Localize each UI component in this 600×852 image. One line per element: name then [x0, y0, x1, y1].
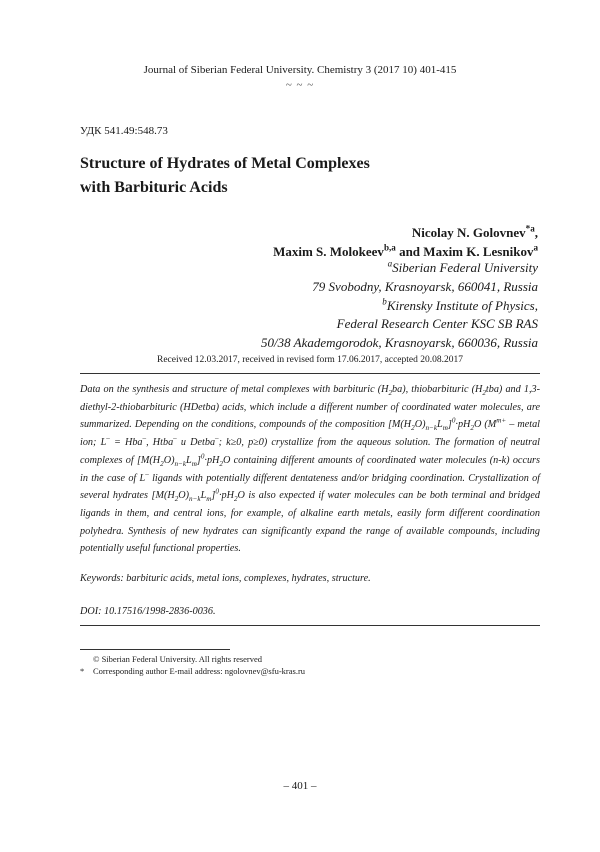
abstract-text: ] — [211, 490, 216, 502]
affiliation-b-address: 50/38 Akademgorodok, Krasnoyarsk, 660036, Russia — [261, 335, 538, 351]
abstract — [80, 381, 540, 558]
abstract-text: L — [437, 419, 443, 431]
author-name: Maxim S. Molokeev — [273, 244, 384, 259]
received-dates: Received 12.03.2017, received in revised form 17.06.2017, accepted 20.08.2017 — [156, 355, 464, 365]
author-name: Maxim K. Lesnikov — [423, 244, 534, 259]
superscript: m+ — [496, 417, 507, 426]
superscript: 0 — [200, 452, 205, 461]
title-line-2: with Barbituric Acids — [80, 179, 228, 196]
corresponding-author-text: Corresponding author E-mail address: ngolovnev@sfu-kras.ru — [93, 666, 306, 676]
keywords: Keywords: barbituric acids, metal ions, complexes, hydrates, structure. — [80, 573, 371, 584]
subscript: 2 — [233, 495, 238, 504]
subscript: 2 — [174, 495, 179, 504]
abstract-text: ] — [447, 419, 452, 431]
abstract-text: O) — [178, 490, 190, 502]
superscript: – — [215, 434, 219, 443]
subscript: 2 — [160, 459, 164, 468]
abstract-text: tba) and 1,3-diethyl-2-thiobarbituric (HDetba) acids, which include a different number of coordinated water molecules, are summarized. Depending on the conditions, compounds of the composition [M(H — [80, 384, 540, 431]
abstract-bottom-rule — [80, 625, 540, 626]
abstract-text: O) — [163, 454, 175, 466]
author-line-1 — [273, 223, 538, 242]
abstract-text: ] — [196, 454, 201, 466]
abstract-text: – metal ion; L — [80, 419, 540, 449]
author-list — [273, 223, 538, 261]
footnote-mark: * — [80, 666, 85, 676]
page-number: – 401 – — [283, 780, 317, 792]
subscript: 2 — [219, 459, 223, 468]
abstract-text: ·pH — [204, 454, 220, 466]
affiliation-b-name — [261, 297, 538, 316]
superscript: – — [173, 434, 177, 443]
abstract-text: O) — [414, 419, 426, 431]
abstract-text: = Hba — [109, 437, 143, 449]
subscript: 2 — [482, 389, 486, 398]
affiliation-text: Siberian Federal University — [392, 260, 538, 275]
abstract-text: Data on the synthesis and structure of metal complexes with barbituric (H — [80, 384, 389, 395]
abstract-text: L — [200, 490, 207, 502]
subscript: 2 — [470, 424, 474, 433]
abstract-text: ligands with potentially different dentateness and/or bridging coordination. Crystallization of several hydrates [M(H — [80, 472, 540, 502]
superscript: – — [106, 434, 110, 443]
subscript: n−k — [174, 459, 187, 468]
title-line-1: Structure of Hydrates of Metal Complexes — [80, 155, 370, 172]
abstract-text: O is also expected if water molecules can be both terminal and bridged ligands in them, and central ions, for example, of alkaline earth metals, easily form different coordination polyhedra. Synthesis of new hydrates can significantly expand the range of available compounds, including potentially useful functional properties. — [80, 490, 540, 555]
abstract-text: ·pH — [218, 490, 234, 502]
author-affiliation-mark: b,a — [383, 242, 396, 253]
abstract-text: , Htba — [146, 437, 174, 449]
corresponding-author-footnote — [80, 666, 305, 676]
subscript: n−k — [425, 424, 438, 433]
footnote-rule — [80, 649, 230, 650]
udk-code: УДК 541.49:548.73 — [80, 125, 168, 137]
abstract-text: и Detba — [176, 437, 216, 449]
abstract-text: O containing different amounts of coordinated water molecules (n-k) occurs in the case of L — [80, 454, 540, 484]
subscript: m — [442, 424, 448, 433]
subscript: m — [206, 495, 212, 504]
journal-header: Journal of Siberian Federal University. Chemistry 3 (2017 10) 401-415 — [143, 64, 457, 76]
affiliation-b-center: Federal Research Center KSC SB RAS — [336, 316, 538, 332]
header-ornament: ~ ~ ~ — [285, 79, 315, 91]
subscript: n−k — [189, 495, 201, 504]
doi: DOI: 10.17516/1998-2836-0036. — [80, 606, 216, 617]
author-separator: , — [534, 225, 538, 240]
superscript: 0 — [215, 487, 219, 496]
author-conjunction: and — [395, 244, 424, 259]
author-affiliation-mark: *a — [525, 223, 535, 234]
author-name: Nicolay N. Golovnev — [411, 225, 526, 240]
author-affiliation-mark: a — [533, 242, 538, 253]
subscript: m — [191, 459, 197, 468]
copyright-footnote: © Siberian Federal University. All rights reserved — [93, 654, 263, 664]
abstract-text: ba), thiobarbituric (H — [392, 384, 483, 395]
superscript: 0 — [451, 417, 456, 426]
abstract-text: O (M — [473, 419, 497, 431]
superscript: – — [145, 470, 149, 479]
affiliation-a-address: 79 Svobodny, Krasnoyarsk, 660041, Russia — [312, 278, 538, 294]
affiliation-a-name — [261, 259, 538, 278]
affiliations — [261, 259, 538, 353]
affiliation-mark: a — [387, 258, 393, 269]
paper-title — [80, 152, 520, 200]
superscript: – — [142, 434, 147, 443]
affiliation-mark: b — [382, 296, 387, 307]
abstract-text: ·pH — [455, 419, 471, 431]
abstract-top-rule — [80, 373, 540, 374]
abstract-text: ; k≥0, p≥0) crystallize from the aqueous solution. The formation of neutral complexes of [M(H — [80, 437, 540, 466]
abstract-text: L — [186, 454, 192, 466]
subscript: 2 — [411, 424, 415, 433]
subscript: 2 — [388, 389, 393, 398]
affiliation-text: Kirensky Institute of Physics, — [386, 297, 538, 313]
